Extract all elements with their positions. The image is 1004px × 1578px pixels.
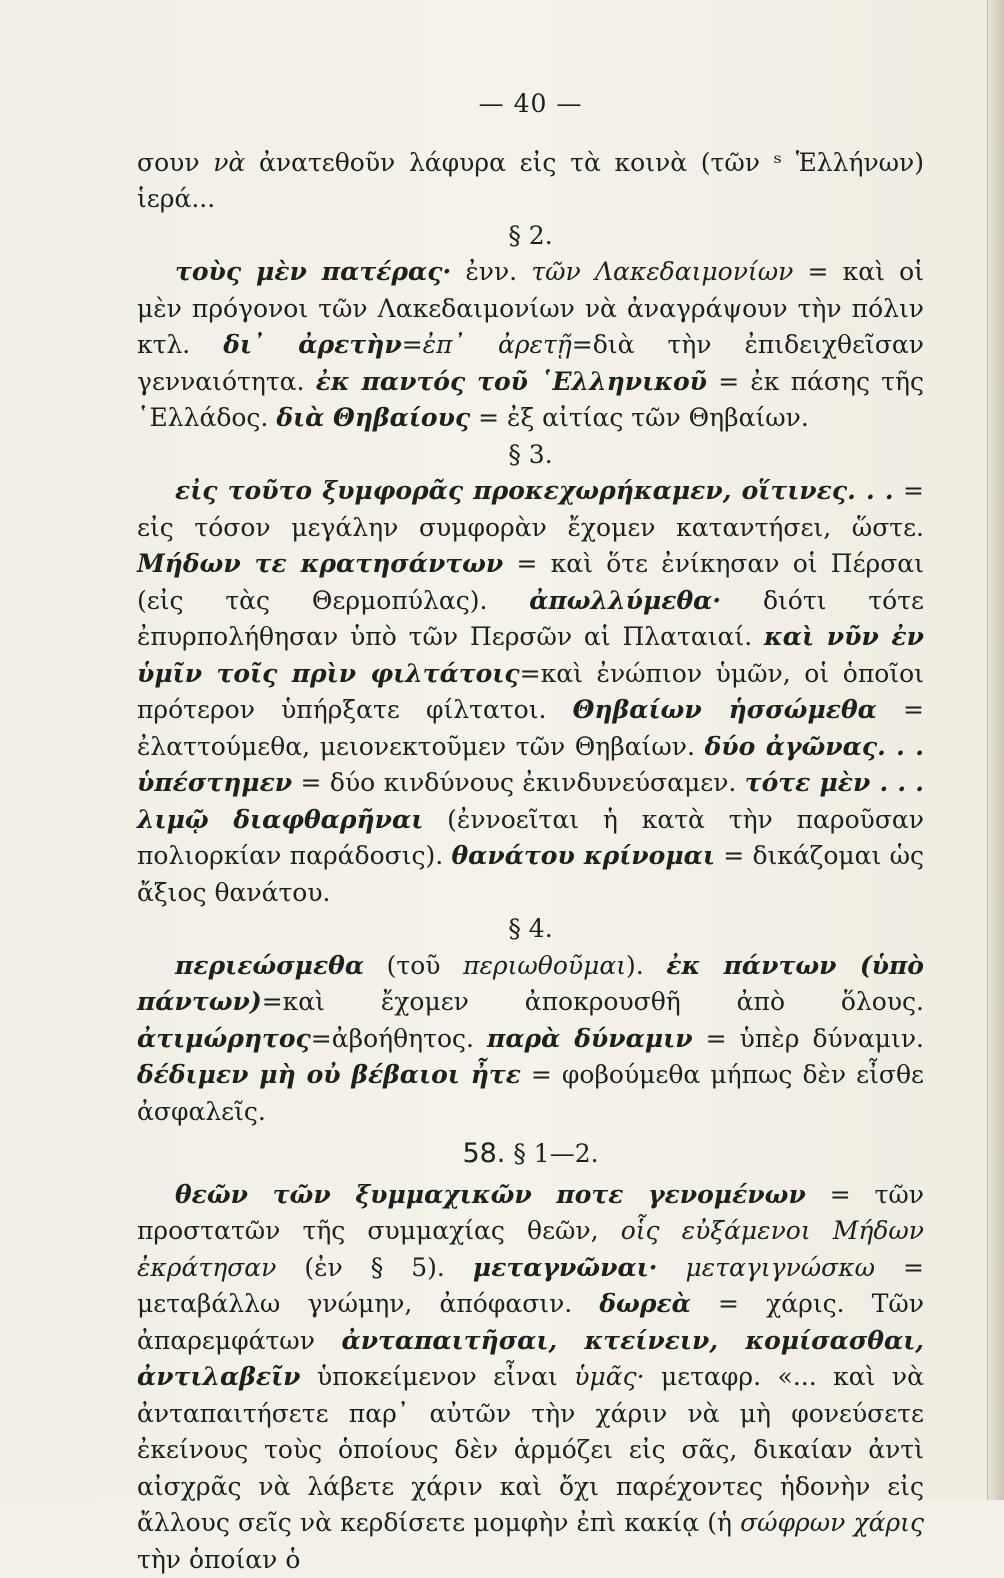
italic-text: σώφρων χάρις <box>740 1508 924 1537</box>
text-run: =καὶ ἔχομεν ἀποκρουσθῆ ἀπὸ ὅλους. <box>262 987 924 1016</box>
lemma-term: τότε μὲν . . . λιμῷ διαφθαρῆναι <box>137 768 924 834</box>
lemma-term: τοὺς μὲν πατέρας· <box>175 257 451 286</box>
text-run: = ἐκ πάσης τῆς ῾Ελλάδος. <box>137 367 924 433</box>
text-run: = μεταβάλλω γνώμην, ἀπόφασιν. <box>137 1253 924 1319</box>
text-run: =καὶ ἐνώπιον ὑμῶν, οἱ ὁποῖοι πρότερον ὑπήρξατε φίλτατοι. <box>137 659 924 725</box>
text-run: = τῶν προστατῶν τῆς συμμαχίας θεῶν, <box>137 1180 924 1246</box>
text-run: (τοῦ <box>364 951 463 980</box>
lemma-term: ἐκ πάντων (ὑπὸ πάντων) <box>137 951 924 1017</box>
paragraph <box>137 145 924 218</box>
lemma-term: δι᾽ ἀρετὴν <box>223 330 401 359</box>
text-run: = δύο κινδύνους ἐκινδυνεύσαμεν. <box>292 768 745 797</box>
text-run: § 2. <box>508 221 552 250</box>
lemma-term: Θηβαίων ἡσσώμεθα <box>573 695 877 724</box>
text-run: = δικάζομαι ὡς ἄξιος θανάτου. <box>137 841 924 907</box>
text-run: =ἀβοήθητος. <box>311 1024 487 1053</box>
page-edge <box>987 0 1004 1500</box>
lemma-term: θεῶν τῶν ξυμμαχικῶν ποτε γενομένων <box>175 1180 806 1209</box>
text-run: = χάρις. Τῶν ἀπαρεμφάτων <box>137 1289 924 1355</box>
text-run: (ἐννοεῖται ἡ κατὰ τὴν παροῦσαν πολιορκίαν παράδοσις). <box>137 805 924 871</box>
text-run: σουν <box>137 148 213 177</box>
text-run: 58. <box>462 1138 505 1169</box>
italic-text: ὑμᾶς· <box>574 1362 644 1391</box>
text-run: = <box>402 330 423 359</box>
italic-text: νὰ <box>213 148 245 177</box>
lemma-term: ἀπωλλύμεθα· <box>529 586 721 615</box>
text-run: =διὰ τὴν ἐπιδειχθεῖσαν γενναιότητα. <box>137 330 924 396</box>
lemma-term: ἐκ παντός τοῦ ῾Ελληνικοῦ <box>316 367 707 396</box>
text-run: διότι τότε ἐπυρπολήθησαν ὑπὸ τῶν Περσῶν αἱ Πλαταιαί. <box>137 586 924 652</box>
page-number: — 40 — <box>137 86 924 123</box>
text-run: § 1—2. <box>505 1139 598 1168</box>
text-run: μεταφρ. «... καὶ νὰ ἀνταπαιτήσετε παρ᾽ αὐτῶν τὴν χάριν νὰ μὴ φονεύσετε ἐκείνους τοὺς ὁποίους δὲν ἁρμόζει εἰς σᾶς, δικαίαν ἀντὶ αἰσχρᾶς νὰ λάβετε χάριν καὶ ὄχι παρέχοντες ἡδονὴν εἰς ἄλλους σεῖς νὰ κερδίσετε μομφὴν ἐπὶ κακίᾳ (ἡ <box>137 1362 924 1537</box>
lemma-term: παρὰ δύναμιν <box>487 1024 693 1053</box>
text-run: § 4. <box>508 914 552 943</box>
text-run: τὴν ὁποίαν ὁ <box>137 1545 300 1574</box>
lemma-term: δωρεὰ <box>599 1289 691 1318</box>
lemma-term: περιεώσμεθα <box>175 951 364 980</box>
lemma-term: θανάτου κρίνομαι <box>451 841 714 870</box>
text-run: = ἐξ αἰτίας τῶν Θηβαίων. <box>470 403 809 432</box>
italic-text: μεταγιγνώσκω <box>686 1253 876 1282</box>
text-run: ). <box>626 951 666 980</box>
text-run: = ὑπὲρ δύναμιν. <box>693 1024 924 1053</box>
text-run: = καὶ οἱ μὲν πρόγονοι τῶν Λακεδαιμονίων νὰ ἀναγράψουν τὴν πόλιν κτλ. <box>137 257 924 359</box>
section-heading <box>137 911 924 948</box>
italic-text: τῶν Λακεδαιμονίων <box>531 257 793 286</box>
lemma-term: μεταγνῶναι· <box>473 1253 658 1282</box>
lemma-term: Μήδων τε κρατησάντων <box>137 549 503 578</box>
paragraph <box>137 1177 924 1578</box>
chapter-heading <box>137 1136 924 1173</box>
lemma-term: ἀτιμώρητος <box>137 1024 311 1053</box>
text-run: = φοβούμεθα μήπως δὲν εἶσθε ἀσφαλεῖς. <box>137 1060 924 1126</box>
section-heading <box>137 437 924 474</box>
text-run: § 3. <box>508 440 552 469</box>
body-text <box>137 145 924 1578</box>
italic-text: περιωθοῦμαι <box>463 951 626 980</box>
lemma-term: καὶ νῦν ἐν ὑμῖν τοῖς πρὶν φιλτάτοις <box>137 622 924 688</box>
lemma-term: δέδιμεν μὴ οὐ βέβαιοι ἦτε <box>137 1060 521 1089</box>
paragraph <box>137 948 924 1131</box>
text-run: ἐνν. <box>451 257 531 286</box>
text-run: = καὶ ὅτε ἐνίκησαν οἱ Πέρσαι (εἰς τὰς Θερμοπύλας). <box>137 549 924 615</box>
lemma-term: εἰς τοῦτο ξυμφορᾶς προκεχωρήκαμεν, οἵτινες. . . <box>175 476 894 505</box>
text-run: = εἰς τόσον μεγάλην συμφορὰν ἔχομεν καταντήσει, ὥστε. <box>137 476 924 542</box>
text-run: ὑποκείμενον εἶναι <box>301 1362 575 1391</box>
text-run: (ἐν § 5). <box>276 1253 473 1282</box>
lemma-term: ἀνταπαιτῆσαι, κτείνειν, κομίσασθαι, ἀντιλαβεῖν <box>137 1326 924 1392</box>
paragraph <box>137 473 924 911</box>
section-heading <box>137 218 924 255</box>
paragraph <box>137 254 924 437</box>
lemma-term: διὰ Θηβαίους <box>276 403 470 432</box>
italic-text: οἷς εὐξάμενοι Μήδων ἐκράτησαν <box>137 1216 924 1282</box>
text-run: ἀνατεθοῦν λάφυρα εἰς τὰ κοινὰ (τῶν ˢ Ἑλλήνων) ἱερά... <box>137 148 924 214</box>
italic-text: ἐπ᾽ ἀρετῇ <box>423 330 572 359</box>
text-run: = ἐλαττούμεθα, μειονεκτοῦμεν τῶν Θηβαίων. <box>137 695 924 761</box>
text-run <box>658 1253 686 1282</box>
text-column <box>137 86 924 1578</box>
lemma-term: δύο ἀγῶνας. . . ὑπέστημεν <box>137 732 924 798</box>
